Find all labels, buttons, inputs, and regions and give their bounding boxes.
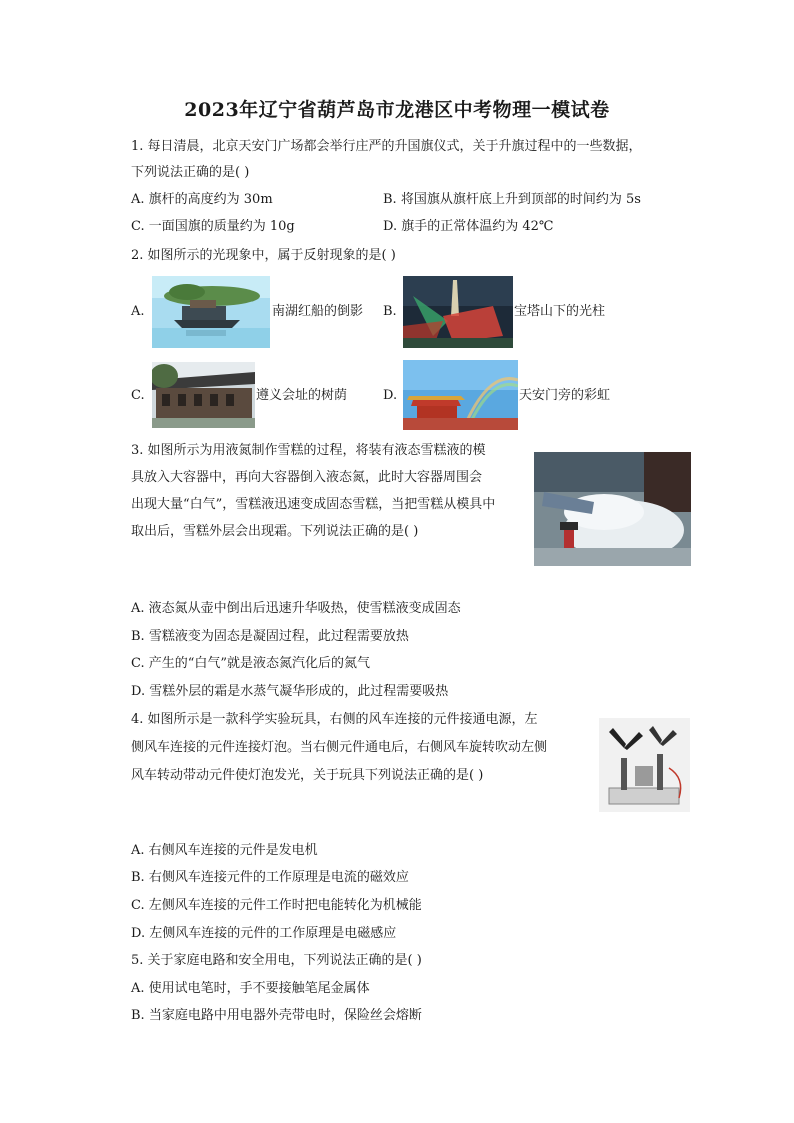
page-title: 2023年辽宁省葫芦岛市龙港区中考物理一模试卷 [184,99,610,121]
q3-option-c: C. 产生的“白气”就是液态氮汽化后的氮气 [131,656,371,671]
q2-stem: 2. 如图所示的光现象中，属于反射现象的是( ) [131,248,396,263]
q1-stem-line1: 1. 每日清晨，北京天安门广场都会举行庄严的升国旗仪式，关于升旗过程中的一些数据， [131,139,642,154]
q3-option-b: B. 雪糕液变为固态是凝固过程，此过程需要放热 [131,629,409,644]
q2-option-a-letter: A. [131,304,145,319]
q1-stem-line2: 下列说法正确的是( ) [131,165,250,180]
q4-option-b: B. 右侧风车连接元件的工作原理是电流的磁效应 [131,870,409,885]
q2-option-b-image-pagoda-light [403,276,513,348]
q4-option-d: D. 左侧风车连接的元件的工作原理是电磁感应 [131,926,397,941]
q4-image-windmill-toy [599,718,690,812]
q2-option-d-letter: D. [383,388,398,403]
q4-stem-line3: 风车转动带动元件使灯泡发光，关于玩具下列说法正确的是( ) [131,768,484,783]
q3-stem-line1: 3. 如图所示为用液氮制作雪糕的过程，将装有液态雪糕液的模 [131,443,486,458]
q2-option-b-letter: B. [383,304,397,319]
q4-stem-line1: 4. 如图所示是一款科学实验玩具，右侧的风车连接的元件接通电源，左 [131,712,538,727]
q4-option-c: C. 左侧风车连接的元件工作时把电能转化为机械能 [131,898,422,913]
q2-option-d-caption: 天安门旁的彩虹 [519,388,611,403]
q2-option-a-caption: 南湖红船的倒影 [272,304,364,319]
q1-option-c: C. 一面国旗的质量约为 10g [131,219,295,234]
q3-option-d: D. 雪糕外层的霜是水蒸气凝华形成的，此过程需要吸热 [131,684,449,699]
q4-option-a: A. 右侧风车连接的元件是发电机 [131,843,318,858]
q4-stem-line2: 侧风车连接的元件连接灯泡。当右侧元件通电后，右侧风车旋转吹动左侧 [131,740,548,755]
q2-option-c-letter: C. [131,388,145,403]
q2-option-c-caption: 遵义会址的树荫 [256,388,348,403]
q3-stem-line4: 取出后，雪糕外层会出现霜。下列说法正确的是( ) [131,524,419,539]
q1-option-a: A. 旗杆的高度约为 30m [131,192,273,207]
q2-option-d-image-tiananmen-rainbow [403,360,518,430]
q1-option-b: B. 将国旗从旗杆底上升到顶部的时间约为 5s [383,192,641,207]
q3-image-liquid-nitrogen [534,452,691,566]
q1-option-d: D. 旗手的正常体温约为 42℃ [383,219,554,234]
q2-option-b-caption: 宝塔山下的光柱 [514,304,606,319]
q2-option-a-image-red-boat [152,276,270,348]
q5-option-b: B. 当家庭电路中用电器外壳带电时，保险丝会熔断 [131,1008,422,1023]
q3-stem-line3: 出现大量“白气”，雪糕液迅速变成固态雪糕，当把雪糕从模具中 [131,497,496,512]
q3-stem-line2: 具放入大容器中，再向大容器倒入液态氮，此时大容器周围会 [131,470,483,485]
q3-option-a: A. 液态氮从壶中倒出后迅速升华吸热，使雪糕液变成固态 [131,601,461,616]
q5-option-a: A. 使用试电笔时，手不要接触笔尾金属体 [131,981,370,996]
q2-option-c-image-zunyi-site [152,362,255,428]
q5-stem: 5. 关于家庭电路和安全用电，下列说法正确的是( ) [131,953,422,968]
